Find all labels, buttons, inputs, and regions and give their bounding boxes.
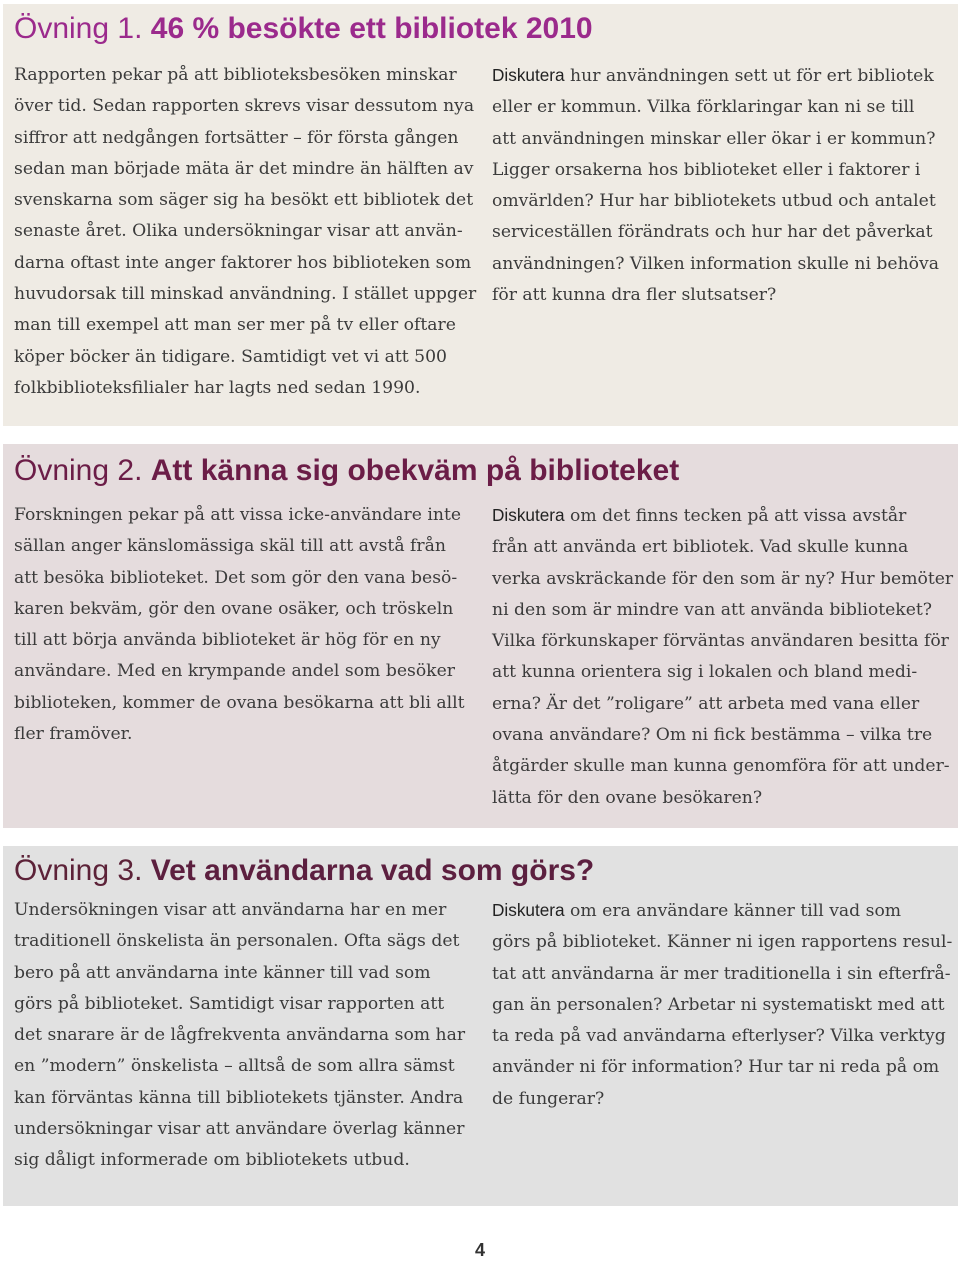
exercise-2-body <box>14 500 479 750</box>
text-line: Undersökningen visar att användarna har en mer <box>14 900 447 920</box>
discussion-lines <box>492 927 952 1115</box>
text-line: användningen? Vilken information skulle ni behöva <box>492 253 939 274</box>
text-line: sällan anger känslomässiga skäl till att avstå från <box>14 536 446 557</box>
text-line: traditionell önskelista än personalen. Ofta sägs det <box>14 931 460 952</box>
discussion-keyword: Diskutera <box>492 900 565 920</box>
exercise-1-body <box>14 60 479 404</box>
text-line: darna oftast inte anger faktorer hos biblioteken som <box>14 252 472 273</box>
text-line: att besöka biblioteket. Det som gör den vana besö- <box>14 567 458 588</box>
text-line: för att kunna dra fler slutsatser? <box>492 285 777 306</box>
text-line: ni den som är mindre van att använda biblioteket? <box>492 599 933 620</box>
text-line: siffror att nedgången fortsätter – för första gången <box>14 127 459 148</box>
exercise-3-label: Övning 3. <box>14 854 143 887</box>
text-line: gan än personalen? Arbetar ni systematiskt med att <box>492 994 945 1015</box>
discussion-first-line <box>492 500 952 532</box>
discussion-lines <box>492 92 952 311</box>
text-line: görs på biblioteket. Känner ni igen rapportens resul- <box>492 932 953 953</box>
text-line: senaste året. Olika undersökningar visar att använ- <box>14 221 463 242</box>
page-number: 4 <box>474 1240 485 1260</box>
text-line: sedan man började mäta är det mindre än hälften av <box>14 158 474 179</box>
exercise-1-box <box>3 4 958 426</box>
text-line: lätta för den ovane besökaren? <box>492 787 763 808</box>
text-line: köper böcker än tidigare. Samtidigt vet vi att 500 <box>14 346 447 367</box>
text-line: tat att användarna är mer traditionella i sin efterfrå- <box>492 963 951 984</box>
discussion-first-text: hur användningen sett ut för ert bibliotek <box>564 66 934 86</box>
text-line: Forskningen pekar på att vissa icke-användare inte <box>14 505 462 525</box>
text-line: ovana användare? Om ni fick bestämma – vilka tre <box>492 725 933 746</box>
discussion-first-text: om era användare känner till vad som <box>564 901 902 921</box>
text-line: åtgärder skulle man kunna genomföra för att under- <box>492 756 950 777</box>
discussion-keyword: Diskutera <box>492 505 565 525</box>
exercise-2-box <box>3 444 958 828</box>
text-line: fler framöver. <box>14 724 133 745</box>
exercise-3-heading <box>14 854 594 888</box>
text-line: görs på biblioteket. Samtidigt visar rapporten att <box>14 993 445 1014</box>
exercise-2-title: Att känna sig obekväm på biblioteket <box>150 454 680 487</box>
text-line: från att använda ert bibliotek. Vad skulle kunna <box>492 537 909 558</box>
text-line: användare. Med en krympande andel som besöker <box>14 661 455 682</box>
exercise-3-discussion <box>492 895 952 1115</box>
text-line: Ligger orsakerna hos biblioteket eller i faktorer i <box>492 159 921 180</box>
text-line: kan förväntas känna till bibliotekets tjänster. Andra <box>14 1087 464 1108</box>
exercise-1-discussion <box>492 60 952 311</box>
text-line: verka avskräckande för den som är ny? Hur bemöter <box>492 568 954 589</box>
text-line: folkbiblioteksfilialer har lagts ned sedan 1990. <box>14 377 421 398</box>
text-line: huvudorsak till minskad användning. I stället uppger <box>14 284 477 305</box>
discussion-lines <box>492 532 952 814</box>
discussion-keyword: Diskutera <box>492 65 565 85</box>
text-line: ta reda på vad användarna efterlyser? Vilka verktyg <box>492 1026 946 1047</box>
exercise-1-title: 46 % besökte ett bibliotek 2010 <box>150 12 593 45</box>
exercise-1-label: Övning 1. <box>14 12 143 45</box>
text-line: man till exempel att man ser mer på tv eller oftare <box>14 315 456 336</box>
text-line: undersökningar visar att användare överlag känner <box>14 1119 465 1140</box>
text-line: svenskarna som säger sig ha besökt ett bibliotek det <box>14 190 474 211</box>
text-line: det snarare är de lågfrekventa användarna som har <box>14 1025 466 1046</box>
exercise-2-heading <box>14 454 679 488</box>
exercise-1-heading <box>14 12 593 46</box>
text-line: till att börja använda biblioteket är hög för en ny <box>14 630 441 651</box>
discussion-first-text: om det finns tecken på att vissa avstår <box>564 506 907 526</box>
text-line: använder ni för information? Hur tar ni reda på om <box>492 1057 940 1078</box>
text-line: omvärlden? Hur har bibliotekets utbud och antalet <box>492 191 936 212</box>
text-line: karen bekväm, gör den ovane osäker, och tröskeln <box>14 598 454 619</box>
text-line: erna? Är det ”roligare” att arbeta med vana eller <box>492 693 920 714</box>
exercise-2-label: Övning 2. <box>14 454 143 487</box>
text-line: att användningen minskar eller ökar i er kommun? <box>492 128 936 149</box>
text-line: eller er kommun. Vilka förklaringar kan ni se till <box>492 97 915 118</box>
exercise-2-discussion <box>492 500 952 814</box>
discussion-first-line <box>492 60 952 92</box>
text-line: en ”modern” önskelista – alltså de som allra sämst <box>14 1056 455 1077</box>
text-line: att kunna orientera sig i lokalen och bland medi- <box>492 662 918 683</box>
text-line: biblioteken, kommer de ovana besökarna att bli allt <box>14 692 465 713</box>
exercise-3-body <box>14 895 479 1177</box>
text-line: över tid. Sedan rapporten skrevs visar dessutom nya <box>14 96 475 117</box>
text-line: bero på att användarna inte känner till vad som <box>14 962 431 983</box>
exercise-3-box <box>3 846 958 1206</box>
exercise-3-title: Vet användarna vad som görs? <box>150 854 595 887</box>
discussion-first-line <box>492 895 952 927</box>
text-line: de fungerar? <box>492 1088 605 1109</box>
text-line: Rapporten pekar på att biblioteksbesöken minskar <box>14 65 457 85</box>
text-line: Vilka förkunskaper förväntas användaren besitta för <box>492 631 949 652</box>
text-line: serviceställen förändrats och hur har det påverkat <box>492 222 933 243</box>
text-line: sig dåligt informerade om bibliotekets utbud. <box>14 1150 410 1171</box>
